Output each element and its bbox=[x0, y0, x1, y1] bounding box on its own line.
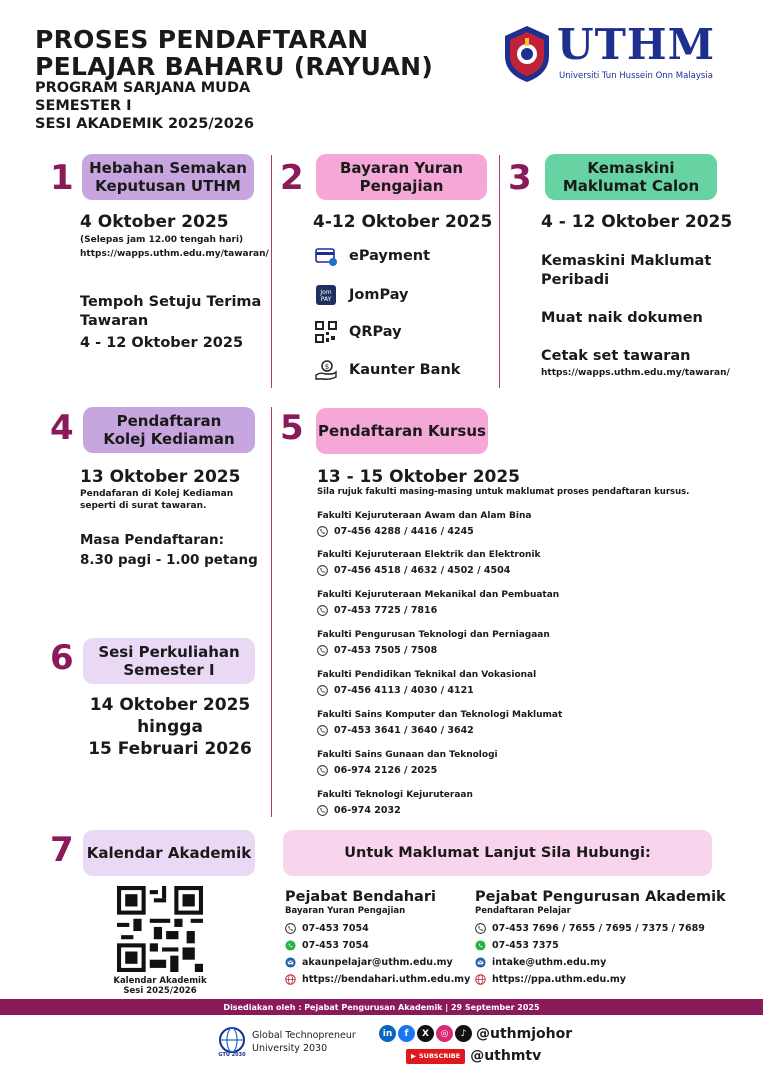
contact-left-phone[interactable]: 07-453 7054 bbox=[302, 923, 369, 934]
step-5-date: 13 - 15 Oktober 2025 bbox=[317, 467, 521, 487]
gtu-line-2: University 2030 bbox=[252, 1043, 328, 1054]
qr-caption-1: Kalendar Akademik bbox=[113, 976, 207, 986]
card-icon bbox=[315, 245, 337, 267]
faculty-name: Fakulti Kejuruteraan Mekanikal dan Pembuatan bbox=[317, 590, 560, 600]
phone-icon bbox=[317, 765, 328, 776]
divider-2-3 bbox=[499, 155, 500, 388]
step-7-pill: Kalendar Akademik bbox=[83, 830, 255, 876]
faculty-phone[interactable]: 07-456 4518 / 4632 / 4502 / 4504 bbox=[334, 565, 511, 576]
contact-bendahari bbox=[285, 888, 470, 988]
faculty-phone[interactable]: 07-456 4113 / 4030 / 4121 bbox=[334, 685, 474, 696]
whatsapp-icon bbox=[475, 940, 486, 951]
prepared-by-bar bbox=[0, 999, 763, 1015]
contact-right-whatsapp[interactable]: 07-453 7375 bbox=[492, 940, 559, 951]
svg-text:Jom: Jom bbox=[320, 289, 332, 296]
contact-ppa bbox=[475, 888, 726, 988]
step-4-note: Pendafaran di Kolej Kediaman seperti di surat tawaran. bbox=[80, 489, 234, 511]
phone-icon bbox=[317, 805, 328, 816]
payment-epayment bbox=[315, 245, 430, 267]
contact-left-subtitle: Bayaran Yuran Pengajian bbox=[285, 906, 406, 916]
youtube-icon: ▶ bbox=[411, 1052, 416, 1060]
faculty-phone[interactable]: 06-974 2126 / 2025 bbox=[334, 765, 438, 776]
step-5-note: Sila rujuk fakulti masing-masing untuk maklumat proses pendaftaran kursus. bbox=[317, 487, 690, 497]
x-icon[interactable]: X bbox=[417, 1025, 434, 1042]
step-6-end: 15 Februari 2026 bbox=[88, 739, 252, 759]
payment-label: Kaunter Bank bbox=[349, 362, 461, 378]
logo-text: UTHM bbox=[557, 20, 716, 69]
social-row bbox=[379, 1025, 572, 1042]
qr-icon bbox=[315, 321, 337, 343]
step-6-number: 6 bbox=[50, 638, 74, 678]
step-2-pill: Bayaran Yuran Pengajian bbox=[316, 154, 487, 200]
subtitle-program: PROGRAM SARJANA MUDA bbox=[35, 80, 251, 96]
step-3-url[interactable]: https://wapps.uthm.edu.my/tawaran/ bbox=[541, 368, 730, 378]
faculty-item bbox=[317, 589, 559, 616]
faculty-item bbox=[317, 549, 541, 576]
step-5-number: 5 bbox=[280, 408, 304, 448]
step-1-pill: Hebahan Semakan Keputusan UTHM bbox=[82, 154, 254, 200]
prepared-by-text: Disediakan oleh : Pejabat Pengurusan Akademik | 29 September 2025 bbox=[223, 1002, 540, 1012]
step-6-hingga: hingga bbox=[137, 717, 203, 737]
contact-left-whatsapp[interactable]: 07-453 7054 bbox=[302, 940, 369, 951]
step-4-date: 13 Oktober 2025 bbox=[80, 467, 241, 487]
payment-qrpay bbox=[315, 321, 402, 343]
phone-icon bbox=[285, 923, 296, 934]
facebook-icon[interactable]: f bbox=[398, 1025, 415, 1042]
step-3-date: 4 - 12 Oktober 2025 bbox=[541, 212, 733, 232]
email-icon bbox=[475, 957, 486, 968]
gtu-logo bbox=[215, 1025, 257, 1059]
contact-right-phone[interactable]: 07-453 7696 / 7655 / 7695 / 7375 / 7689 bbox=[492, 923, 705, 934]
faculty-name: Fakulti Teknologi Kejuruteraan bbox=[317, 790, 473, 800]
step-7-number: 7 bbox=[50, 830, 74, 870]
faculty-item bbox=[317, 510, 531, 537]
subtitle-semester: SEMESTER I bbox=[35, 98, 132, 114]
title-line-1: PROSES PENDAFTARAN bbox=[35, 25, 369, 54]
contact-left-web[interactable]: https://bendahari.uthm.edu.my bbox=[302, 974, 471, 985]
faculty-name: Fakulti Pengurusan Teknologi dan Perniagaan bbox=[317, 630, 550, 640]
payment-label: JomPay bbox=[349, 287, 409, 303]
step-1-note: (Selepas jam 12.00 tengah hari) bbox=[80, 235, 244, 245]
contact-heading: Untuk Maklumat Lanjut Sila Hubungi: bbox=[283, 830, 712, 876]
step-3-number: 3 bbox=[508, 158, 532, 198]
step-5-pill: Pendaftaran Kursus bbox=[316, 408, 488, 454]
faculty-phone[interactable]: 07-456 4288 / 4416 / 4245 bbox=[334, 526, 474, 537]
divider-1-2 bbox=[271, 155, 272, 388]
step-4-number: 4 bbox=[50, 408, 74, 448]
step-1-date-2: 4 - 12 Oktober 2025 bbox=[80, 335, 244, 351]
youtube-subscribe-button[interactable] bbox=[406, 1049, 465, 1064]
globe-icon bbox=[285, 974, 296, 985]
faculty-name: Fakulti Sains Komputer dan Teknologi Maklumat bbox=[317, 710, 563, 720]
subscribe-label: SUBSCRIBE bbox=[419, 1052, 461, 1060]
svg-text:$: $ bbox=[324, 363, 330, 371]
faculty-phone[interactable]: 07-453 7725 / 7816 bbox=[334, 605, 438, 616]
qr-caption-2: Sesi 2025/2026 bbox=[123, 986, 197, 996]
step-4-time: 8.30 pagi - 1.00 petang bbox=[80, 552, 258, 568]
step-2-number: 2 bbox=[280, 158, 304, 198]
payment-label: QRPay bbox=[349, 324, 402, 340]
faculty-name: Fakulti Pendidikan Teknikal dan Vokasional bbox=[317, 670, 537, 680]
youtube-row bbox=[406, 1048, 541, 1064]
faculty-item bbox=[317, 669, 536, 696]
uthm-crest-icon bbox=[502, 24, 552, 84]
faculty-name: Fakulti Kejuruteraan Elektrik dan Elektronik bbox=[317, 550, 541, 560]
step-4-label: Masa Pendaftaran: bbox=[80, 532, 225, 548]
step-1-label: Tempoh Setuju Terima Tawaran bbox=[80, 294, 262, 329]
contact-right-web[interactable]: https://ppa.uthm.edu.my bbox=[492, 974, 626, 985]
phone-icon bbox=[317, 725, 328, 736]
faculty-item bbox=[317, 709, 562, 736]
payment-kaunter-bank bbox=[315, 359, 460, 381]
phone-icon bbox=[317, 645, 328, 656]
subtitle-session: SESI AKADEMIK 2025/2026 bbox=[35, 116, 254, 132]
whatsapp-icon bbox=[285, 940, 296, 951]
step-3-item-2: Muat naik dokumen bbox=[541, 310, 703, 326]
jompay-icon bbox=[315, 284, 337, 306]
logo-subtext: Universiti Tun Hussein Onn Malaysia bbox=[559, 71, 713, 81]
email-icon bbox=[285, 957, 296, 968]
faculty-name: Fakulti Kejuruteraan Awam dan Alam Bina bbox=[317, 511, 532, 521]
step-1-url[interactable]: https://wapps.uthm.edu.my/tawaran/ bbox=[80, 249, 269, 259]
phone-icon bbox=[317, 605, 328, 616]
contact-left-email[interactable]: akaunpelajar@uthm.edu.my bbox=[302, 957, 453, 968]
uthm-logo bbox=[502, 20, 732, 88]
step-3-pill: Kemaskini Maklumat Calon bbox=[545, 154, 717, 200]
faculty-item bbox=[317, 749, 498, 776]
gtu-line-1: Global Technopreneur bbox=[252, 1030, 356, 1041]
svg-text:PAY: PAY bbox=[320, 296, 332, 303]
faculty-name: Fakulti Sains Gunaan dan Teknologi bbox=[317, 750, 498, 760]
contact-right-subtitle: Pendaftaran Pelajar bbox=[475, 906, 571, 916]
faculty-item bbox=[317, 629, 550, 656]
contact-left-title: Pejabat Bendahari bbox=[285, 889, 436, 905]
contact-right-title: Pejabat Pengurusan Akademik bbox=[475, 889, 726, 905]
instagram-icon[interactable]: ◎ bbox=[436, 1025, 453, 1042]
faculty-phone[interactable]: 07-453 3641 / 3640 / 3642 bbox=[334, 725, 474, 736]
social-handle[interactable]: @uthmjohor bbox=[476, 1025, 573, 1042]
step-3-item-3: Cetak set tawaran bbox=[541, 348, 691, 364]
step-4-pill: Pendaftaran Kolej Kediaman bbox=[83, 407, 255, 453]
step-1-number: 1 bbox=[50, 158, 74, 198]
faculty-item bbox=[317, 789, 473, 816]
step-1-date: 4 Oktober 2025 bbox=[80, 212, 229, 232]
step-6-start: 14 Oktober 2025 bbox=[89, 695, 251, 715]
step-6-pill: Sesi Perkuliahan Semester I bbox=[83, 638, 255, 684]
linkedin-icon[interactable]: in bbox=[379, 1025, 396, 1042]
youtube-handle[interactable]: @uthmtv bbox=[470, 1048, 542, 1064]
payment-jompay bbox=[315, 284, 409, 306]
payment-label: ePayment bbox=[349, 248, 431, 264]
phone-icon bbox=[317, 565, 328, 576]
phone-icon bbox=[317, 526, 328, 537]
step-2-date: 4-12 Oktober 2025 bbox=[313, 212, 493, 232]
contact-right-email[interactable]: intake@uthm.edu.my bbox=[492, 957, 607, 968]
faculty-phone[interactable]: 06-974 2032 bbox=[334, 805, 401, 816]
divider-4-5 bbox=[271, 407, 272, 817]
calendar-qr-code[interactable] bbox=[117, 886, 203, 972]
phone-icon bbox=[317, 685, 328, 696]
step-3-item-1: Kemaskini Maklumat Peribadi bbox=[541, 253, 712, 288]
globe-icon bbox=[475, 974, 486, 985]
gtu-badge-text: GTU 2030 bbox=[218, 1052, 246, 1058]
phone-icon bbox=[475, 923, 486, 934]
faculty-phone[interactable]: 07-453 7505 / 7508 bbox=[334, 645, 438, 656]
hand-coin-icon bbox=[315, 359, 337, 381]
tiktok-icon[interactable]: ♪ bbox=[455, 1025, 472, 1042]
title-line-2: PELAJAR BAHARU (RAYUAN) bbox=[35, 52, 434, 81]
